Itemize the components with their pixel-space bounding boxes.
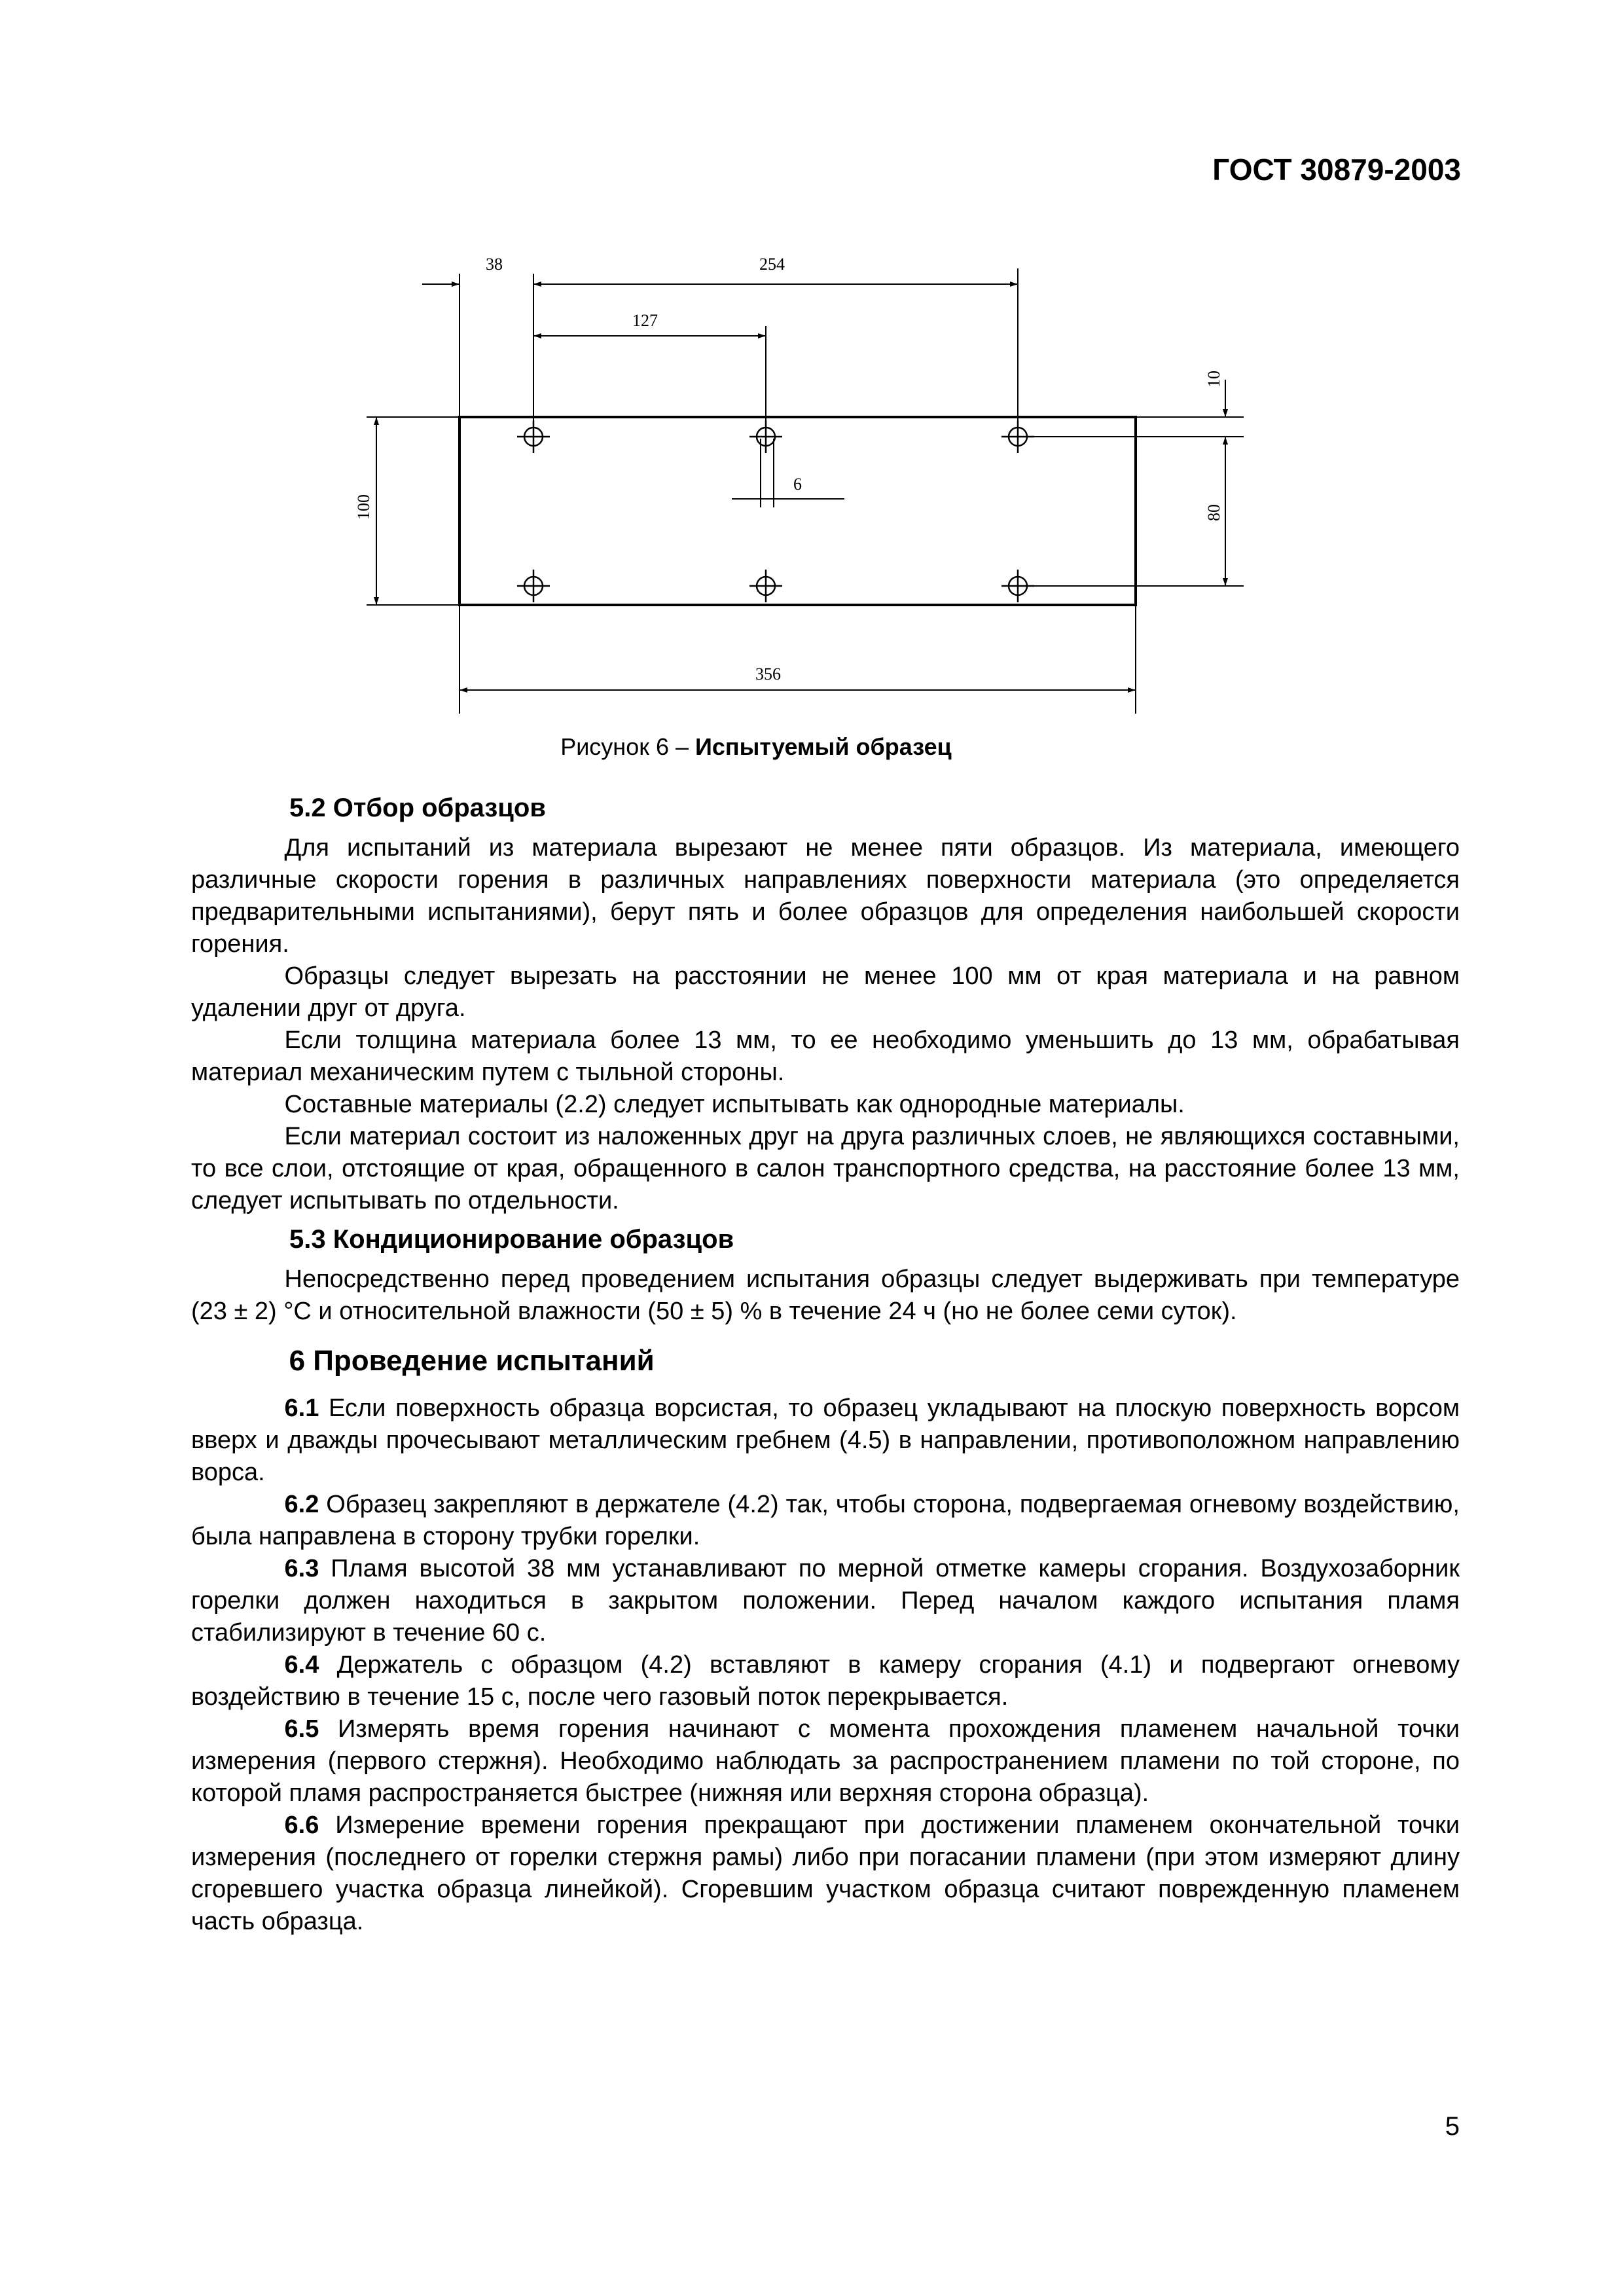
dim-254: 254 [759,255,785,274]
paragraph: Составные материалы (2.2) следует испытывать как однородные материалы. [284,1091,1185,1118]
specimen-outline [460,417,1136,605]
section-title-5-3: 5.3 Кондиционирование образцов [289,1225,734,1254]
figure-caption [0,733,1512,761]
page-number: 5 [1445,2112,1460,2141]
section-title-6: 6 Проведение испытаний [289,1345,655,1377]
paragraph: Если материал состоит из наложенных друг на друга различных слоев, не являющихся составными, то все слои, отстоящие от края, обращенного в салон транспортного средства, на расстояние более 13 мм, следует испытывать по отдельности. [191,1123,1460,1214]
paragraph: Для испытаний из материала вырезают не менее пяти образцов. Из материала, имеющего различные скорости горения в различных направлениях поверхности материала (это определяется предварительными испытаниями), берут пять и более образцов для определения наибольшей скорости горения. [191,834,1460,958]
section-title-5-2: 5.2 Отбор образцов [289,793,546,822]
specimen-drawing-svg [340,242,1322,720]
specimen-drawing [340,242,1322,720]
clause-6-2: 6.2 Образец закрепляют в держателе (4.2) так, чтобы сторона, подвергаемая огневому воздействию, была направлена в сторону трубки горелки. [191,1491,1460,1550]
dim-10: 10 [1204,371,1223,388]
document-header: ГОСТ 30879-2003 [1212,153,1461,187]
dim-6: 6 [793,475,802,494]
dim-356: 356 [755,665,781,683]
clause-6-3: 6.3 Пламя высотой 38 мм устанавливают по мерной отметке камеры сгорания. Воздухозаборник горелки должен находиться в закрытом положении. Перед началом каждого испытания пламя стабилизируют в течение 60 с. [191,1555,1460,1647]
paragraph: Образцы следует вырезать на расстоянии не менее 100 мм от края материала и на равном удалении друг от друга. [191,962,1460,1022]
figure-caption-title: Испытуемый образец [695,733,952,760]
paragraph: Непосредственно перед проведением испытания образцы следует выдерживать при температуре (23 ± 2) °С и относительной влажности (50 ± 5) % в течение 24 ч (но не более семи суток). [191,1266,1460,1325]
clause-6-6: 6.6 Измерение времени горения прекращают при достижении пламенем окончательной точки измерения (последнего от горелки стержня рамы) либо при погасании пламени (при этом измеряют длину сгоревшего участка образца линейкой). Сгоревшим участком образца считают поврежденную пламенем часть образца. [191,1812,1460,1935]
paragraph: Если толщина материала более 13 мм, то ее необходимо уменьшить до 13 мм, обрабатывая материал механическим путем с тыльной стороны. [191,1027,1460,1086]
clause-6-4: 6.4 Держатель с образцом (4.2) вставляют в камеру сгорания (4.1) и подвергают огневому воздействию в течение 15 с, после чего газовый поток перекрывается. [191,1651,1460,1711]
dim-38: 38 [486,255,503,274]
dim-80: 80 [1204,504,1223,521]
clause-6-5: 6.5 Измерять время горения начинают с момента прохождения пламенем начальной точки измерения (первого стержня). Необходимо наблюдать за распространением пламени по той стороне, по которой пламя распространяется быстрее (нижняя или верхняя сторона образца). [191,1715,1460,1807]
document-body [191,786,1460,1938]
dim-127: 127 [632,311,658,330]
clause-6-1: 6.1 Если поверхность образца ворсистая, то образец укладывают на плоскую поверхность ворсом вверх и дважды прочесывают металлическим гребнем (4.5) в направлении, противоположном направлению ворса. [191,1394,1460,1486]
dim-100: 100 [354,494,373,520]
figure-caption-prefix: Рисунок 6 – [560,733,689,760]
